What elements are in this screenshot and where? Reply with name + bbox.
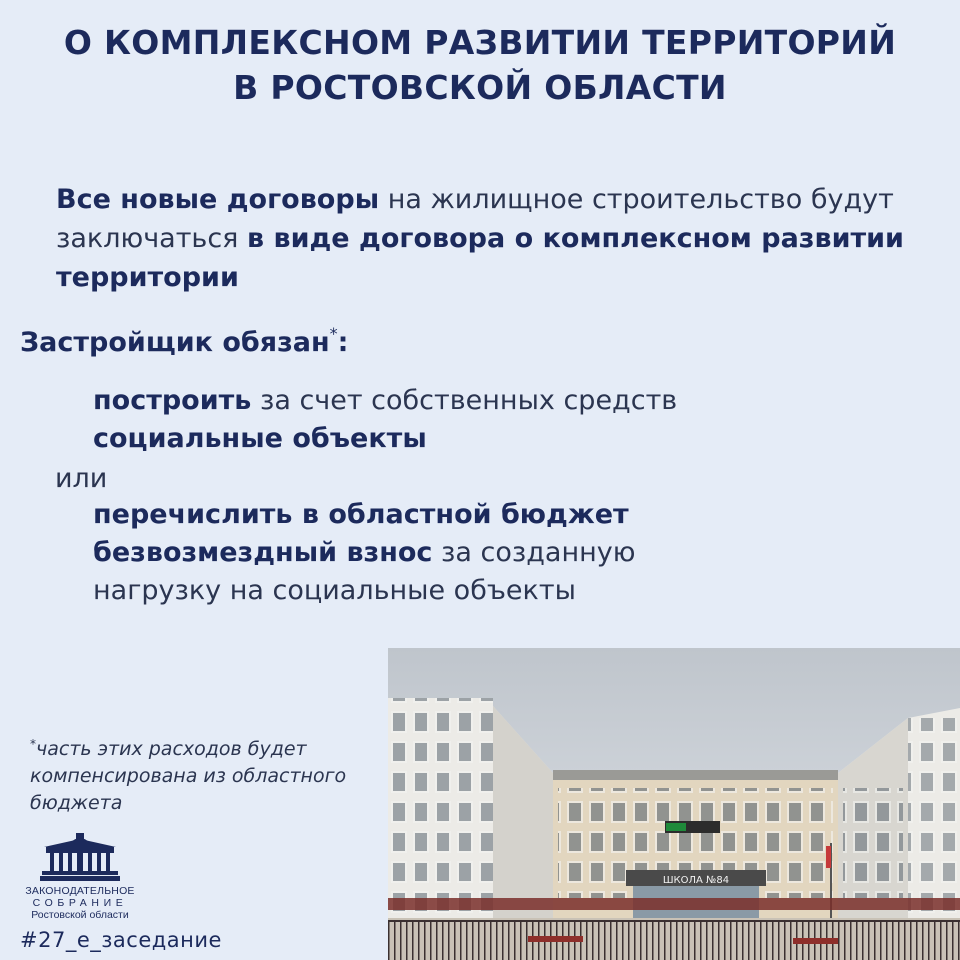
option-build	[93, 382, 677, 458]
option-build-line-2: социальные объекты	[93, 423, 427, 454]
assembly-logo	[20, 833, 140, 921]
footnote-text: часть этих расходов будет компенсирована из областного бюджета	[30, 738, 347, 814]
intro-text-1: на жилищное строительство будут заключаться	[56, 184, 894, 254]
title-line-1: О КОМПЛЕКСНОМ РАЗВИТИИ ТЕРРИТОРИЙ	[63, 23, 897, 62]
logo-line-1: ЗАКОНОДАТЕЛЬНОЕ	[25, 885, 135, 897]
intro-paragraph	[56, 180, 936, 297]
logo-line-3: Ростовской области	[31, 909, 129, 921]
option-build-bold: построить	[93, 385, 252, 416]
hashtag: #27_е_заседание	[20, 928, 222, 952]
school-sign: ШКОЛА №84	[662, 875, 730, 886]
school-photo	[388, 648, 960, 960]
intro-bold-1: Все новые договоры	[56, 184, 380, 215]
school-building-image	[388, 648, 960, 960]
option-pay-bold: безвозмездный взнос	[93, 537, 433, 568]
option-pay-text: за созданную	[432, 537, 636, 568]
option-pay-line-1: перечислить в областной бюджет	[93, 499, 629, 530]
intro-bold-2: в виде договора о комплексном развитии территории	[56, 223, 904, 293]
or-label: или	[55, 463, 108, 494]
footnote-marker: *	[329, 324, 338, 343]
page-title	[0, 20, 960, 110]
option-build-text: за счет собственных средств	[251, 385, 678, 416]
option-pay	[93, 496, 635, 610]
parliament-building-icon	[40, 833, 120, 881]
option-pay-line-3: нагрузку на социальные объекты	[93, 575, 576, 606]
option-build-line-1	[93, 382, 677, 420]
obliged-colon: :	[337, 327, 349, 358]
footnote-asterisk: *	[30, 737, 36, 751]
title-line-2: В РОСТОВСКОЙ ОБЛАСТИ	[233, 68, 727, 107]
developer-obliged-heading	[20, 324, 348, 358]
logo-line-2: СОБРАНИЕ	[32, 897, 128, 909]
obliged-label: Застройщик обязан	[20, 327, 330, 358]
footnote	[30, 731, 390, 817]
option-pay-line-2	[93, 534, 635, 572]
